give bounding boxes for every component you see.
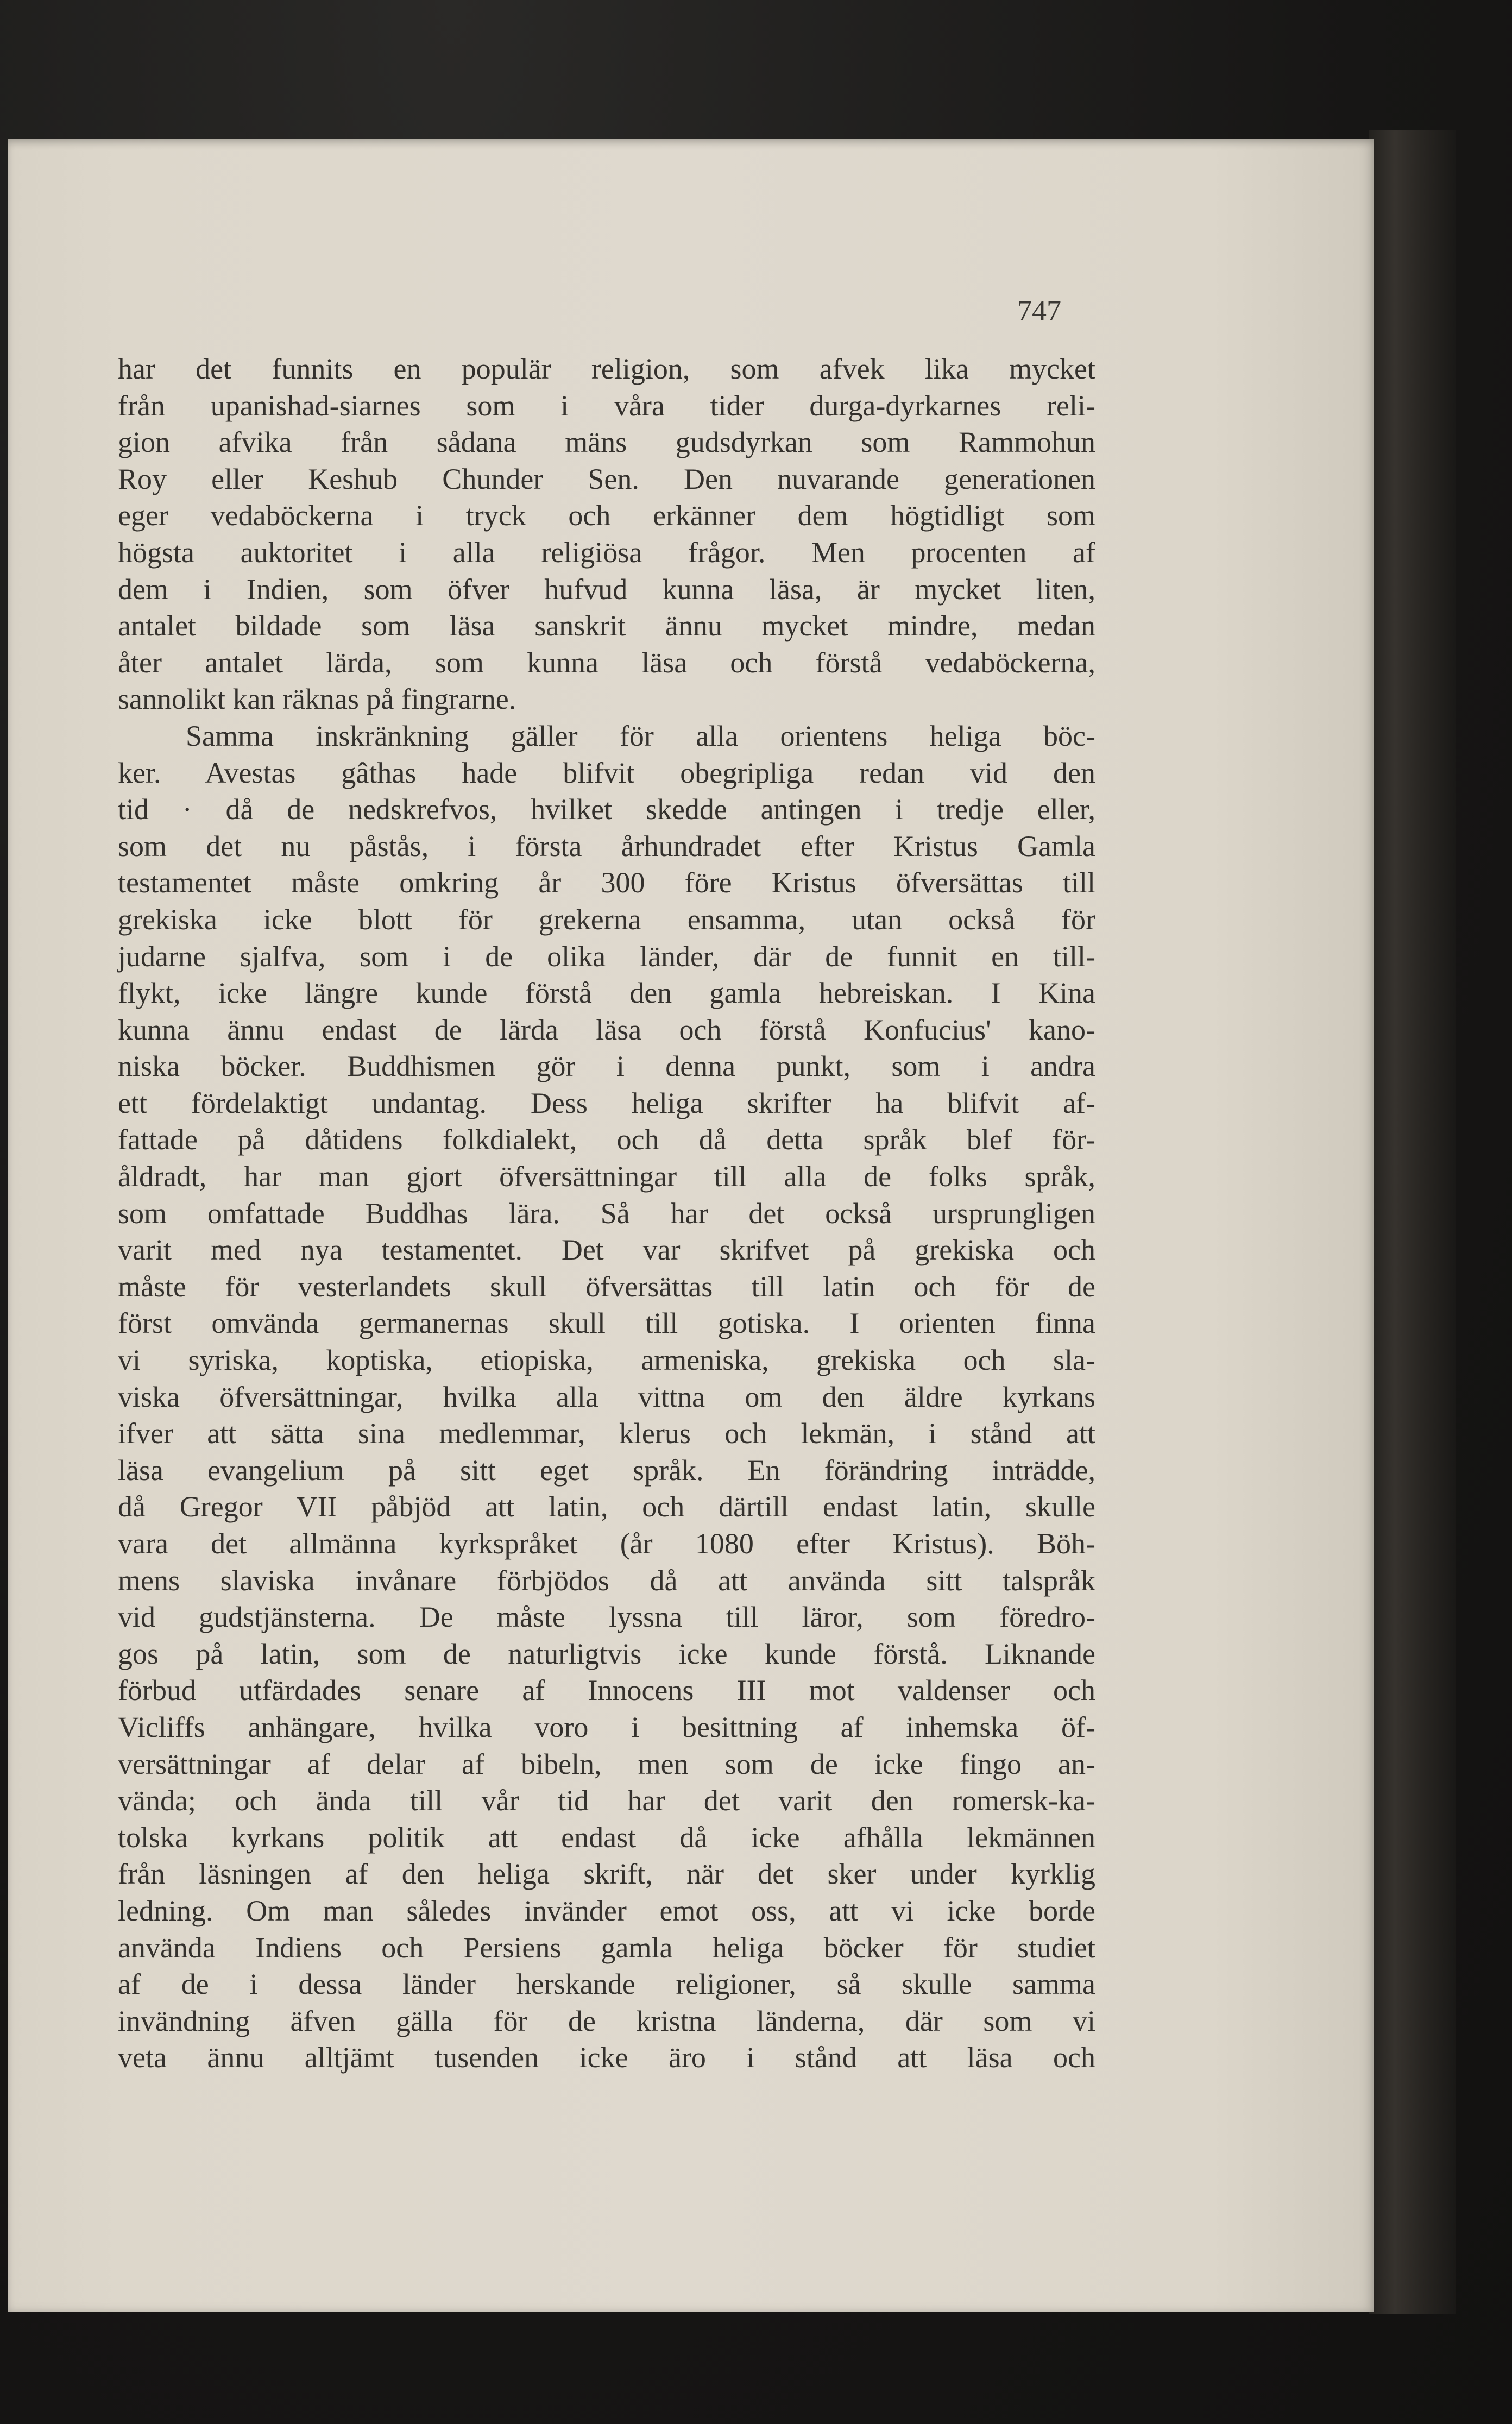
text-line: antalet bildade som läsa sanskrit ännu mycket mindre, medan (118, 609, 1095, 643)
text-line: ifver att sätta sina medlemmar, klerus och lekmän, i stånd att (118, 1417, 1095, 1450)
text-line: använda Indiens och Persiens gamla heliga böcker för studiet (118, 1931, 1095, 1964)
text-line: måste för vesterlandets skull öfversättas till latin och för de (118, 1270, 1095, 1303)
text-line: som omfattade Buddhas lära. Så har det också ursprungligen (118, 1197, 1095, 1230)
text-line: eger vedaböckerna i tryck och erkänner dem högtidligt som (118, 499, 1095, 532)
text-line: som det nu påstås, i första århundradet efter Kristus Gamla (118, 829, 1095, 862)
text-line: vi syriska, koptiska, etiopiska, armeniska, grekiska och sla- (118, 1344, 1095, 1377)
text-line: från upanishad-siarnes som i våra tider durga-dyrkarnes reli- (118, 389, 1095, 422)
text-line: då Gregor VII påbjöd att latin, och därtill endast latin, skulle (118, 1490, 1095, 1523)
text-line: från läsningen af den heliga skrift, när det sker under kyrklig (118, 1858, 1095, 1891)
text-line: åter antalet lärda, som kunna läsa och förstå vedaböckerna, (118, 646, 1095, 679)
text-line: flykt, icke längre kunde förstå den gamla hebreiskan. I Kina (118, 977, 1095, 1010)
text-line: vara det allmänna kyrkspråket (år 1080 efter Kristus). Böh- (118, 1527, 1095, 1560)
book-page (8, 139, 1374, 2312)
text-line: af de i dessa länder herskande religioner, så skulle samma (118, 1968, 1095, 2001)
text-line: ett fördelaktigt undantag. Dess heliga skrifter ha blifvit af- (118, 1086, 1095, 1119)
text-line: vända; och ända till vår tid har det varit den romersk-ka- (118, 1784, 1095, 1817)
page-number: 747 (1017, 294, 1061, 327)
text-line: niska böcker. Buddhismen gör i denna punkt, som i andra (118, 1050, 1095, 1083)
text-line: grekiska icke blott för grekerna ensamma, utan också för (118, 903, 1095, 936)
body-text (118, 351, 1095, 2076)
text-line: har det funnits en populär religion, som afvek lika mycket (118, 352, 1095, 385)
text-line: invändning äfven gälla för de kristna länderna, där som vi (118, 2004, 1095, 2037)
text-line: Roy eller Keshub Chunder Sen. Den nuvarande generationen (118, 462, 1095, 495)
text-line: gos på latin, som de naturligtvis icke kunde förstå. Liknande (118, 1637, 1095, 1670)
text-line: tolska kyrkans politik att endast då icke afhålla lekmännen (118, 1821, 1095, 1854)
text-line: versättningar af delar af bibeln, men som de icke fingo an- (118, 1747, 1095, 1780)
text-line: fattade på dåtidens folkdialekt, och då detta språk blef för- (118, 1123, 1095, 1156)
text-line: läsa evangelium på sitt eget språk. En förändring inträdde, (118, 1453, 1095, 1487)
text-line: förbud utfärdades senare af Innocens III mot valdenser och (118, 1674, 1095, 1707)
text-line: åldradt, har man gjort öfversättningar till alla de folks språk, (118, 1160, 1095, 1193)
book-binding-edge (1369, 130, 1456, 2314)
text-line: sannolikt kan räknas på fingrarne. (118, 683, 516, 716)
text-line: ledning. Om man således invänder emot oss, att vi icke borde (118, 1894, 1095, 1927)
text-line: Vicliffs anhängare, hvilka voro i besittning af inhemska öf- (118, 1710, 1095, 1743)
text-line: högsta auktoritet i alla religiösa frågor. Men procenten af (118, 536, 1095, 569)
text-line: vid gudstjänsterna. De måste lyssna till läror, som föredro- (118, 1601, 1095, 1634)
text-line: dem i Indien, som öfver hufvud kunna läsa, är mycket liten, (118, 572, 1095, 606)
text-line: veta ännu alltjämt tusenden icke äro i stånd att läsa och (118, 2041, 1095, 2074)
text-line: judarne sjalfva, som i de olika länder, där de funnit en till- (118, 940, 1095, 973)
text-line: gion afvika från sådana mäns gudsdyrkan som Rammohun (118, 426, 1095, 459)
text-line: kunna ännu endast de lärda läsa och förstå Konfucius' kano- (118, 1013, 1095, 1046)
text-line: viska öfversättningar, hvilka alla vittna om den äldre kyrkans (118, 1380, 1095, 1413)
text-line: mens slaviska invånare förbjödos då att använda sitt talspråk (118, 1564, 1095, 1597)
text-line: ker. Avestas gâthas hade blifvit obegripliga redan vid den (118, 756, 1095, 789)
text-line: varit med nya testamentet. Det var skrifvet på grekiska och (118, 1233, 1095, 1267)
text-line: tid · då de nedskrefvos, hvilket skedde antingen i tredje eller, (118, 793, 1095, 826)
text-line: först omvända germanernas skull till gotiska. I orienten finna (118, 1307, 1095, 1340)
text-line: Samma inskränkning gäller för alla orientens heliga böc- (186, 719, 1095, 752)
text-line: testamentet måste omkring år 300 före Kristus öfversättas till (118, 866, 1095, 899)
